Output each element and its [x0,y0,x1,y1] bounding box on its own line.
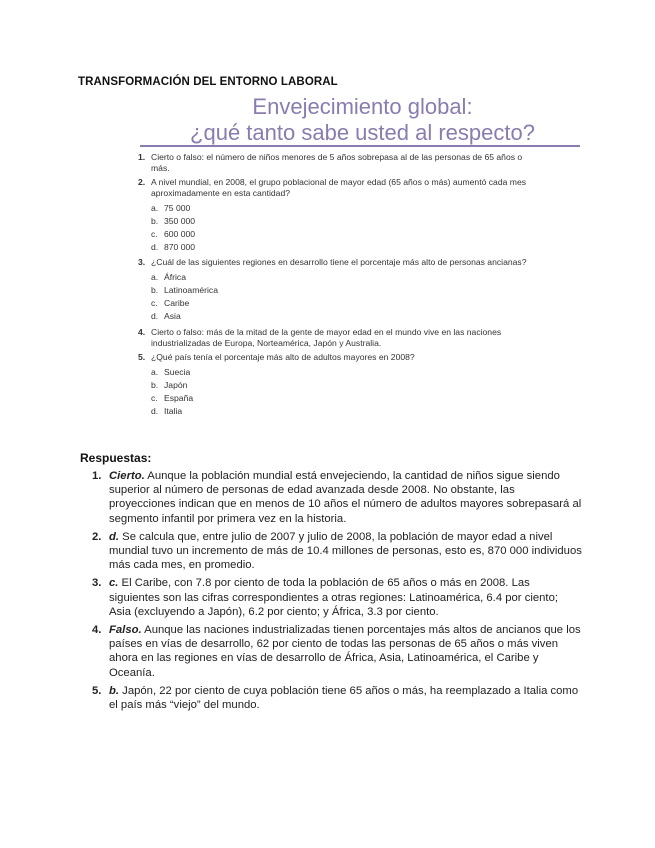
answers-list [92,469,582,716]
option-text: Italia [164,405,183,416]
answer-5 [92,684,582,712]
question-1 [138,152,533,173]
option-item [151,310,533,323]
question-number: 1. [138,152,146,162]
question-text: ¿Cuál de las siguientes regiones en desarrollo tiene el porcentaje más alto de personas ancianas? [151,257,527,268]
question-4 [138,327,533,348]
answer-text: El Caribe, con 7.8 por ciento de toda la población de 65 años o más en 2008. Las siguientes son las cifras correspondientes a otras regiones: Latinoamérica, 6.4 por ciento; Asia (excluyendo a Japón), 6.2 por ciento; y África, 3.3 por ciento. [109,577,558,618]
page-title [140,94,585,146]
option-item [151,227,533,240]
question-text: ¿Qué país tenía el porcentaje más alto de adultos mayores en 2008? [151,352,415,363]
option-text: Japón [164,379,188,390]
option-list [151,201,533,253]
option-letter: b. [151,379,159,390]
option-text: 600 000 [164,228,196,239]
option-text: Caribe [164,298,190,309]
quiz-list [138,152,533,422]
option-text: África [164,272,186,283]
question-text: Cierto o falso: el número de niños menores de 5 años sobrepasa al de las personas de 65 años o más. [151,152,523,173]
title-line-1: Envejecimiento global: [252,94,473,119]
option-text: Latinoamérica [164,285,218,296]
option-text: Asia [164,311,181,322]
answer-key: c. [109,577,119,590]
title-line-2: ¿qué tanto sabe usted al respecto? [190,120,535,145]
answer-key: d. [109,530,120,543]
option-letter: c. [151,228,158,239]
option-letter: b. [151,285,159,296]
option-item [151,297,533,310]
option-letter: a. [151,366,159,377]
option-item [151,379,533,392]
section-header: TRANSFORMACIÓN DEL ENTORNO LABORAL [78,76,338,88]
question-2 [138,177,533,253]
answer-number: 5. [92,684,102,697]
answers-title: Respuestas: [80,451,152,465]
option-item [151,405,533,418]
answer-key: Falso. [109,624,142,637]
option-list [151,271,533,323]
option-letter: a. [151,202,159,213]
answer-text: Aunque las naciones industrializadas tienen porcentajes más altos de ancianos que los países en vías de desarrollo, 62 por ciento de todas las personas de 65 años o más viven ahora en las regiones en vías de desarrollo de África, Asia, Latinoamérica, el Caribe y Oceanía. [109,624,581,679]
option-item [151,284,533,297]
option-item [151,214,533,227]
answer-key: Cierto. [109,470,145,482]
question-text: Cierto o falso: más de la mitad de la gente de mayor edad en el mundo vive en las naciones industrializadas de Europa, Norteamérica, Japón y Australia. [151,326,502,348]
title-divider [140,145,580,147]
option-text: 350 000 [164,215,196,226]
option-text: España [164,392,194,403]
option-letter: c. [151,298,158,309]
option-item [151,392,533,405]
option-text: 75 000 [164,202,191,213]
option-item [151,366,533,379]
question-text: A nivel mundial, en 2008, el grupo poblacional de mayor edad (65 años o más) aumentó cada mes aproximadamente en esta cantidad? [151,177,527,198]
answer-text: Aunque la población mundial está envejeciendo, la cantidad de niños sigue siendo superior al número de personas de edad avanzada desde 2008. No obstante, las proyecciones indican que en menos de 10 años el número de adultos mayores sobrepasará al segmento infantil por primera vez en la historia. [109,470,582,525]
answer-number: 3. [92,577,102,590]
answer-2 [92,530,582,573]
question-number: 2. [138,177,146,188]
option-letter: d. [151,311,159,322]
answer-1 [92,469,582,526]
option-item [151,201,533,214]
question-3 [138,257,533,323]
option-letter: a. [151,272,159,283]
answer-number: 2. [92,530,102,543]
option-text: 870 000 [164,241,196,252]
question-number: 4. [138,326,146,337]
answer-3 [92,576,582,619]
answer-text: Japón, 22 por ciento de cuya población tiene 65 años o más, ha reemplazado a Italia como el país más “viejo” del mundo. [109,684,579,712]
option-list [151,366,533,418]
answer-text: Se calcula que, entre julio de 2007 y julio de 2008, la población de mayor edad a nivel mundial tuvo un incremento de más de 10.4 millones de personas, esto es, 870 000 individuos más cada mes, en promedio. [109,530,582,572]
option-letter: b. [151,215,159,226]
option-item [151,240,533,253]
answer-number: 1. [92,470,102,482]
option-letter: c. [151,392,158,403]
answer-4 [92,623,582,680]
question-number: 5. [138,352,146,363]
option-item [151,271,533,284]
question-5 [138,352,533,418]
question-number: 3. [138,257,146,268]
answer-number: 4. [92,624,102,637]
option-text: Suecia [164,366,191,377]
option-letter: d. [151,241,159,252]
option-letter: d. [151,405,159,416]
answer-key: b. [109,684,120,697]
